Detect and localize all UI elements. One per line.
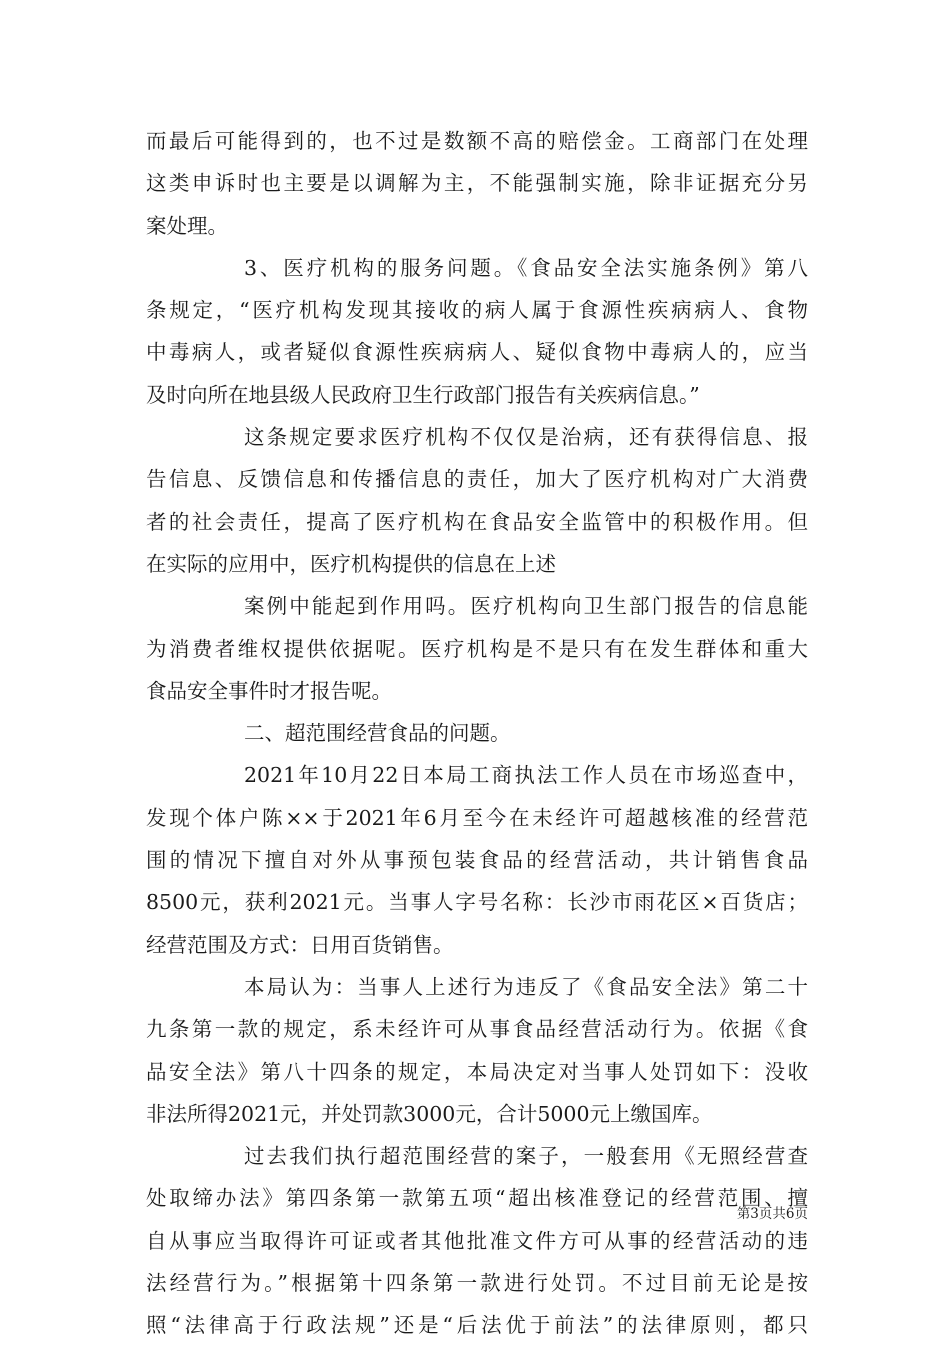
text-line: 围的情况下擅自对外从事预包装食品的经营活动，共计销售食品 xyxy=(146,848,808,873)
text-line: 发现个体户陈××于2021年6月至今在未经许可超越核准的经营范 xyxy=(146,805,808,830)
text-line: 经营范围及方式：日用百货销售。 xyxy=(146,932,454,957)
text-line: 这条规定要求医疗机构不仅仅是治病，还有获得信息、报 xyxy=(244,425,808,450)
text-line: 这类申诉时也主要是以调解为主，不能强制实施，除非证据充分另 xyxy=(146,171,808,196)
text-line: 九条第一款的规定，系未经许可从事食品经营活动行为。依据《食 xyxy=(146,1017,808,1042)
text-line: 处取缔办法》第四条第一款第五项“超出核准登记的经营范围、擅 xyxy=(146,1186,808,1211)
text-line: 3、医疗机构的服务问题。《食品安全法实施条例》第八 xyxy=(244,255,808,280)
text-line: 自从事应当取得许可证或者其他批准文件方可从事的经营活动的违 xyxy=(146,1228,808,1253)
page-number: 第3页共6页 xyxy=(736,1206,808,1222)
text-line: 而最后可能得到的，也不过是数额不高的赔偿金。工商部门在处理 xyxy=(146,129,808,153)
text-line: 条规定，“医疗机构发现其接收的病人属于食源性疾病病人、食物 xyxy=(146,298,808,323)
text-line: 过去我们执行超范围经营的案子，一般套用《无照经营查 xyxy=(244,1144,808,1169)
text-line: 告信息、反馈信息和传播信息的责任，加大了医疗机构对广大消费 xyxy=(146,467,808,492)
text-line: 食品安全事件时才报告呢。 xyxy=(146,678,392,703)
text-line: 8500元，获利2021元。当事人字号名称：长沙市雨花区×百货店； xyxy=(146,890,808,915)
text-line: 在实际的应用中，医疗机构提供的信息在上述 xyxy=(146,551,556,576)
body-text xyxy=(146,120,808,1347)
text-line: 及时向所在地县级人民政府卫生行政部门报告有关疾病信息。” xyxy=(146,382,700,407)
text-line: 品安全法》第八十四条的规定，本局决定对当事人处罚如下：没收 xyxy=(146,1059,808,1084)
text-line: 为消费者维权提供依据呢。医疗机构是不是只有在发生群体和重大 xyxy=(146,636,808,661)
section-heading: 二、超范围经营食品的问题。 xyxy=(244,721,511,746)
text-line: 法经营行为。”根据第十四条第一款进行处罚。不过目前无论是按 xyxy=(146,1271,808,1296)
text-line: 照“法律高于行政法规”还是“后法优于前法”的法律原则，都只 xyxy=(146,1313,808,1338)
text-line: 者的社会责任，提高了医疗机构在食品安全监管中的积极作用。但 xyxy=(146,509,808,534)
text-line: 本局认为：当事人上述行为违反了《食品安全法》第二十 xyxy=(244,974,808,999)
text-line: 2021年10月22日本局工商执法工作人员在市场巡查中， xyxy=(244,763,808,788)
text-line: 非法所得2021元，并处罚款3000元，合计5000元上缴国库。 xyxy=(146,1101,713,1126)
text-line: 案处理。 xyxy=(146,213,228,238)
text-line: 中毒病人，或者疑似食源性疾病病人、疑似食物中毒病人的，应当 xyxy=(146,340,808,365)
text-line: 案例中能起到作用吗。医疗机构向卫生部门报告的信息能 xyxy=(244,594,808,619)
